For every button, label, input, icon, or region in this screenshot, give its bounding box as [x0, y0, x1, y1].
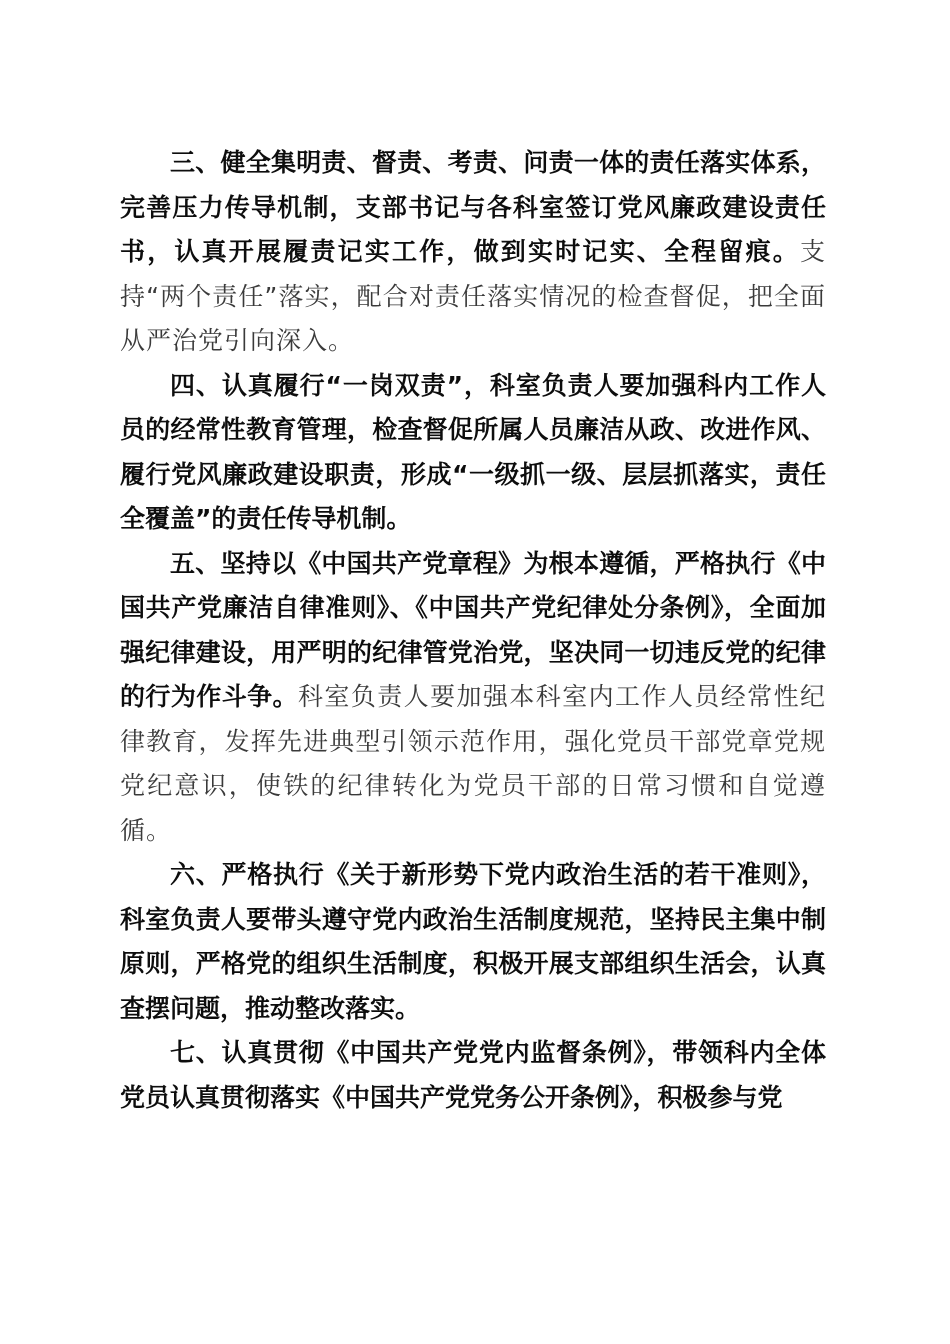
document-body — [120, 141, 826, 1120]
paragraph-4 — [120, 364, 826, 542]
paragraph-3 — [120, 141, 826, 364]
paragraph-6-main-text: 六、严格执行《关于新形势下党内政治生活的若干准则》，科室负责人要带头遵守党内政治生活制度规范，坚持民主集中制原则，严格党的组织生活制度，积极开展支部组织生活会，认真查摆问题，推动整改落实。 — [120, 860, 826, 1023]
paragraph-4-main-text: 四、认真履行“一岗双责”，科室负责人要加强科内工作人员的经常性教育管理，检查督促所属人员廉洁从政、改进作风、履行党风廉政建设职责，形成“一级抓一级、层层抓落实，责任全覆盖”的责任传导机制。 — [120, 370, 826, 533]
paragraph-3-main-text: 三、健全集明责、督责、考责、问责一体的责任落实体系，完善压力传导机制，支部书记与各科室签订党风廉政建设责任书，认真开展履责记实工作，做到实时记实、全程留痕。 — [120, 148, 826, 266]
paragraph-5-supplement-text: 科室负责人要加强本科室内工作人员经常性纪律教育，发挥先进典型引领示范作用，强化党员干部党章党规党纪意识，使铁的纪律转化为党员干部的日常习惯和自觉遵循。 — [120, 682, 826, 845]
paragraph-6 — [120, 853, 826, 1031]
paragraph-3-supplement-text: 支持“两个责任”落实，配合对责任落实情况的检查督促，把全面从严治党引向深入。 — [120, 237, 826, 355]
paragraph-7 — [120, 1031, 826, 1120]
paragraph-5 — [120, 542, 826, 854]
paragraph-7-main-text: 七、认真贯彻《中国共产党党内监督条例》，带领科内全体党员认真贯彻落实《中国共产党党务公开条例》，积极参与党 — [120, 1038, 826, 1112]
paragraph-5-main-text: 五、坚持以《中国共产党章程》为根本遵循，严格执行《中国共产党廉洁自律准则》、《中国共产党纪律处分条例》，全面加强纪律建设，用严明的纪律管党治党，坚决同一切违反党的纪律的行为作斗争。 — [120, 548, 826, 711]
